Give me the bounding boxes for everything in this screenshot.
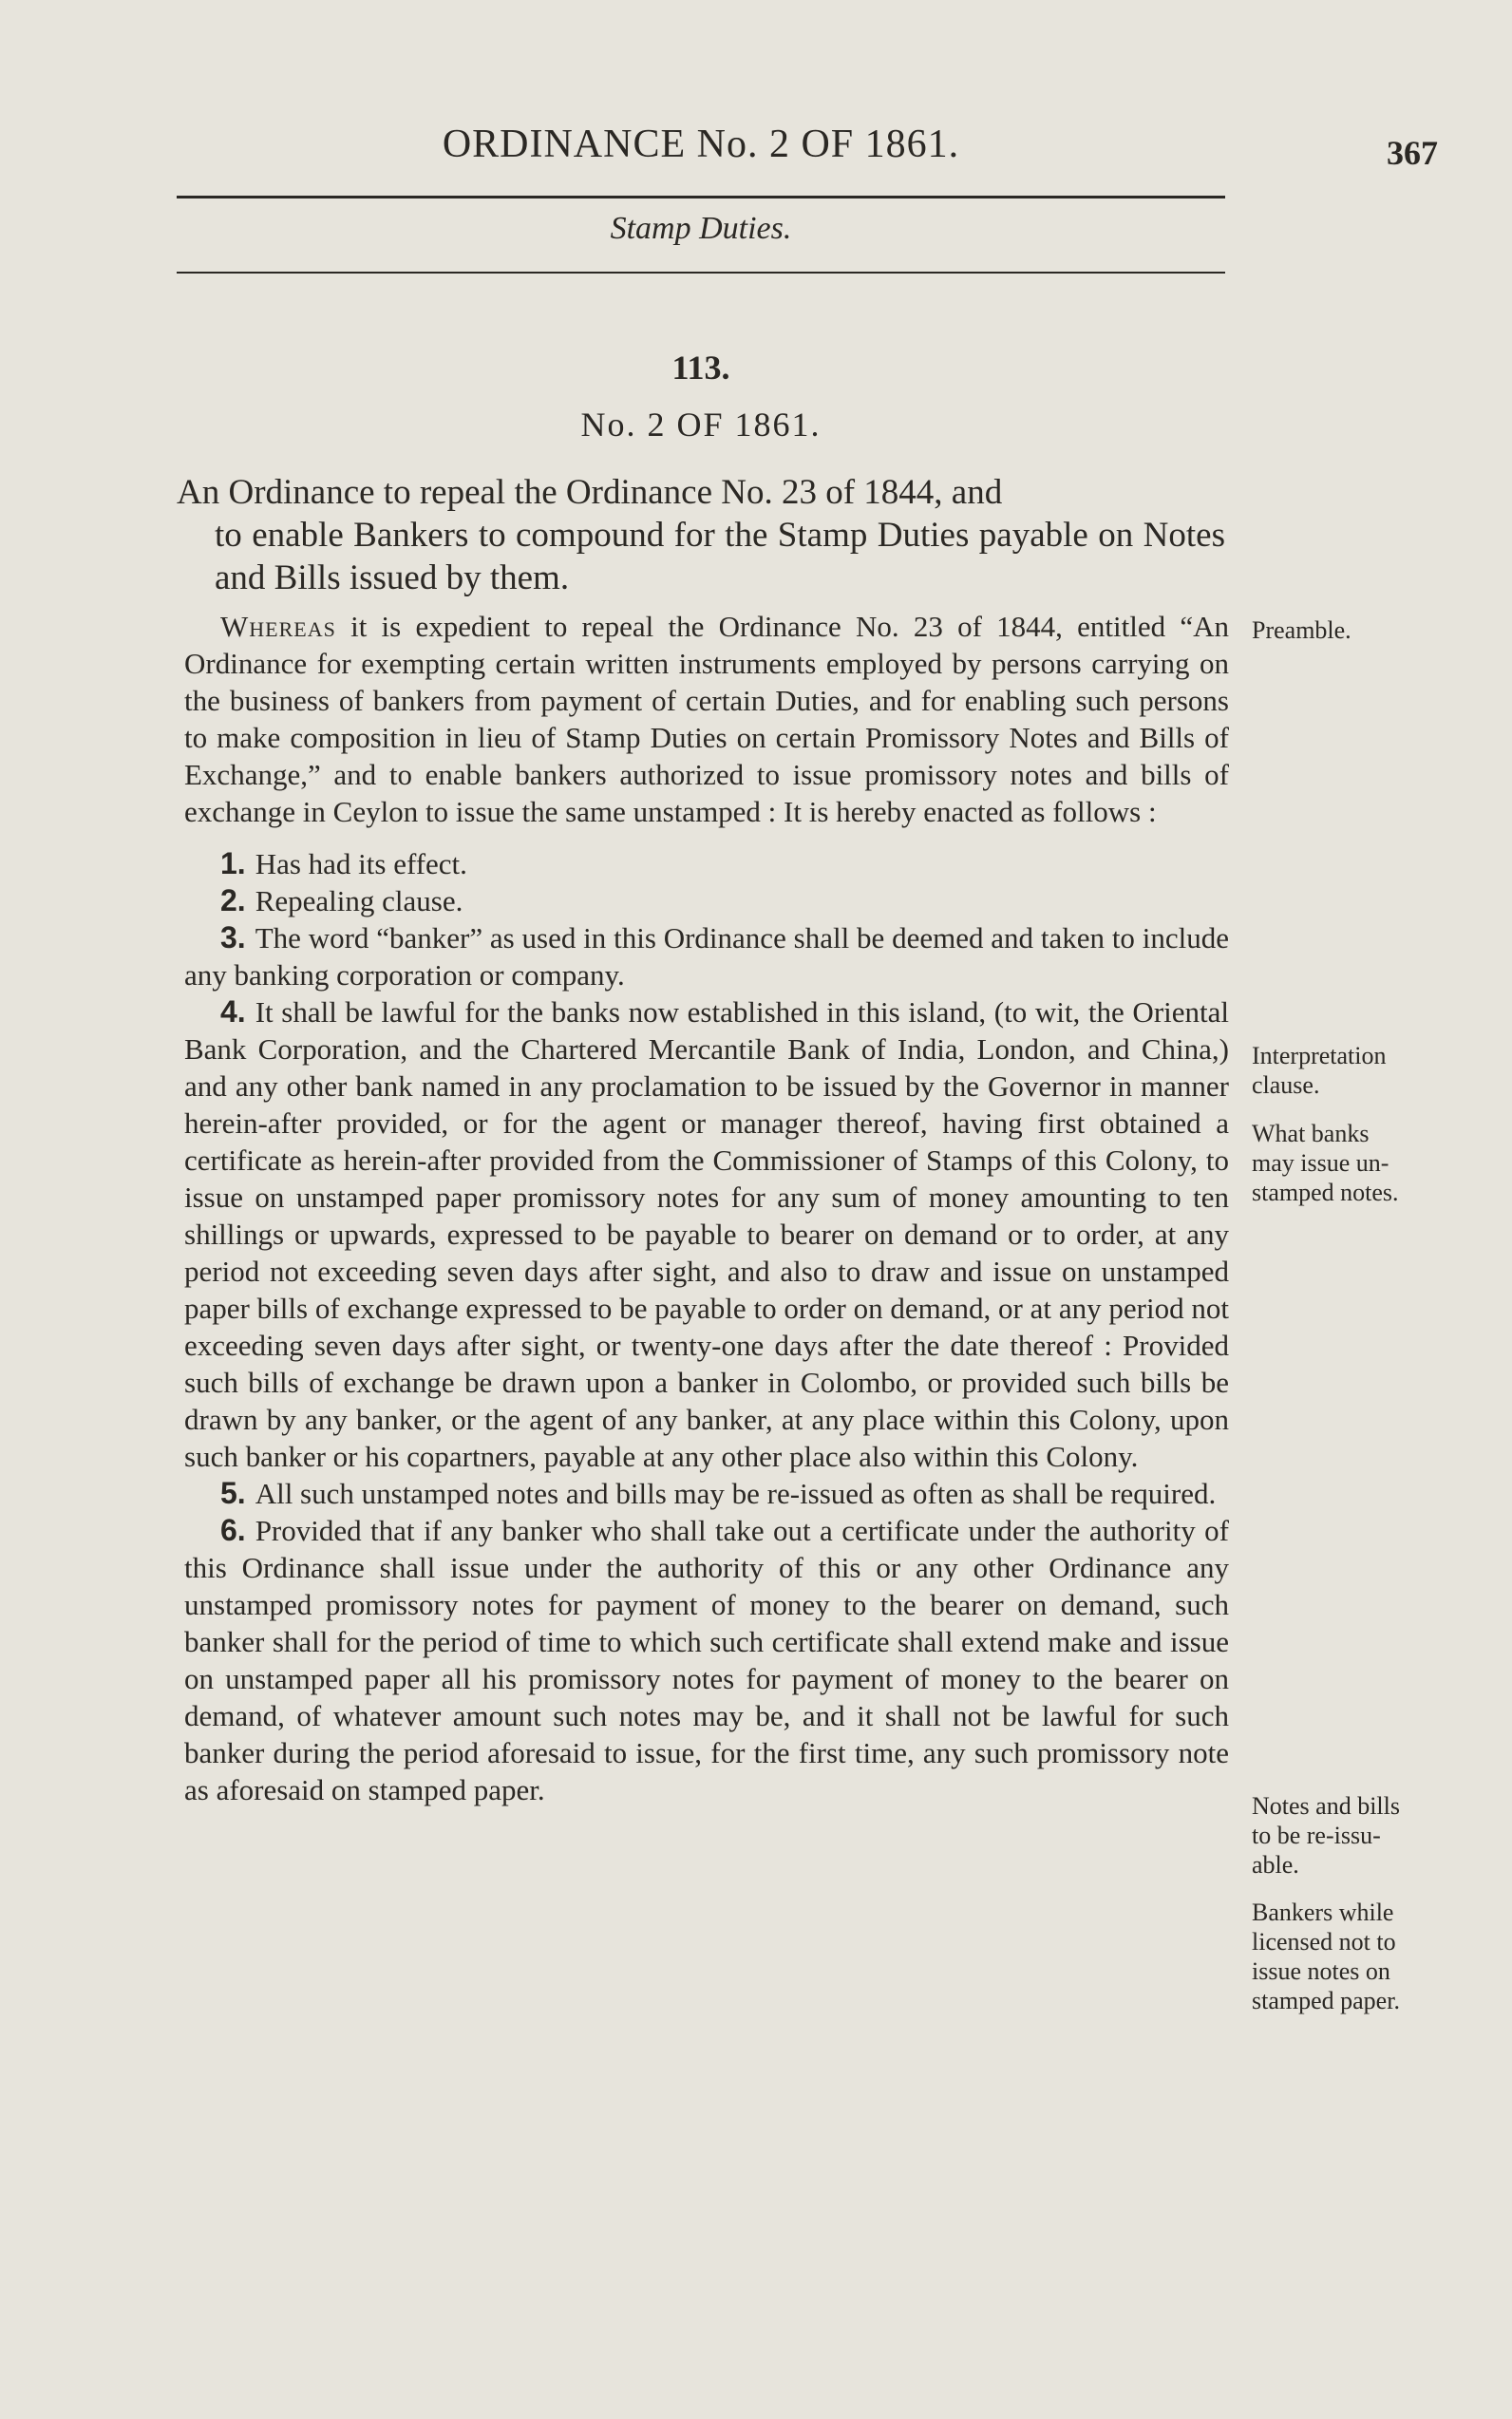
- page-number: 367: [1387, 134, 1438, 172]
- ordinance-title-rest: to enable Bankers to compound for the Stamp Duties payable on Notes and Bills issued by them.: [215, 516, 1225, 597]
- ordinance-title: [177, 471, 1225, 599]
- margin-note-line: Preamble.: [1252, 616, 1351, 644]
- running-title: ORDINANCE No. 2 OF 1861.: [442, 123, 960, 166]
- clause-number: 1.: [220, 846, 246, 880]
- clause-number: 6.: [220, 1513, 246, 1547]
- margin-notes: [1252, 0, 1508, 2419]
- margin-note-line: able.: [1252, 1851, 1299, 1879]
- clause-3: [184, 919, 1229, 993]
- ordinance-number: 113.: [671, 349, 730, 387]
- ordinance-designation: No. 2 OF 1861.: [580, 406, 822, 444]
- margin-note-line: may issue un-: [1252, 1149, 1389, 1177]
- clause-2: [184, 882, 1229, 919]
- clause-number: 4.: [220, 994, 246, 1029]
- preamble-text: it is expedient to repeal the Ordinance No. 23 of 1844, entitled “An Ordinance for exempting certain written instruments employed by persons carrying on the business of bankers from payment of certain Duties, and for enabling such persons to make composition in lieu of Stamp Duties on certain Promissory Notes and Bills of Exchange,” and to enable bankers authorized to issue promissory notes and bills of exchange in Ceylon to issue the same unstamped : It is hereby enacted as follows :: [184, 610, 1229, 828]
- margin-note-line: licensed not to: [1252, 1928, 1396, 1956]
- margin-note-line: Notes and bills: [1252, 1792, 1400, 1820]
- margin-note-bankers-licensed: [1252, 1898, 1504, 2015]
- clause-number: 3.: [220, 920, 246, 954]
- margin-note-line: stamped paper.: [1252, 1987, 1400, 2014]
- margin-note-what-banks: [1252, 1119, 1504, 1207]
- margin-note-line: Bankers while: [1252, 1899, 1394, 1926]
- clause-4: [184, 993, 1229, 1475]
- clause-text: All such unstamped notes and bills may be re-issued as often as shall be required.: [255, 1477, 1217, 1510]
- margin-note-interpretation: [1252, 1041, 1504, 1100]
- clause-text: Has had its effect.: [255, 847, 467, 880]
- clause-number: 5.: [220, 1476, 246, 1510]
- clause-6: [184, 1512, 1229, 1808]
- section-heading: Stamp Duties.: [610, 211, 792, 246]
- margin-note-line: What banks: [1252, 1120, 1370, 1147]
- margin-note-preamble: [1252, 615, 1504, 645]
- clause-text: Provided that if any banker who shall take out a certificate under the authority of this Ordinance shall issue under the authority of this or any other Ordinance any unstamped promissory notes for payment of money to the bearer on demand, such banker shall for the period of time to which such certificate shall extend make and issue on unstamped paper all his promissory notes for payment of money to the bearer on demand, of whatever amount such notes may be, and it shall not be lawful for such banker during the period aforesaid to issue, for the first time, any such promissory note as aforesaid on stamped paper.: [184, 1514, 1229, 1806]
- margin-note-line: to be re-issu-: [1252, 1822, 1381, 1849]
- preamble-lead: Whereas: [220, 610, 336, 643]
- header-rule-top: [177, 196, 1225, 198]
- preamble-paragraph: [184, 608, 1229, 830]
- ordinance-body: [184, 608, 1229, 1808]
- margin-note-line: clause.: [1252, 1071, 1320, 1099]
- ordinance-title-line-1: An Ordinance to repeal the Ordinance No. 23 of 1844, and: [177, 473, 1003, 512]
- clause-1: [184, 845, 1229, 882]
- clause-5: [184, 1475, 1229, 1512]
- clause-text: Repealing clause.: [255, 884, 463, 917]
- header-rule-bottom: [177, 272, 1225, 274]
- clause-text: The word “banker” as used in this Ordinance shall be deemed and taken to include any banking corporation or company.: [184, 921, 1229, 992]
- margin-note-line: issue notes on: [1252, 1957, 1390, 1985]
- margin-note-line: Interpretation: [1252, 1042, 1387, 1069]
- margin-note-line: stamped notes.: [1252, 1179, 1399, 1206]
- clause-number: 2.: [220, 883, 246, 917]
- clause-text: It shall be lawful for the banks now established in this island, (to wit, the Oriental Bank Corporation, and the Chartered Mercantile Bank of India, London, and China,) and any other bank named in any proclamation to be issued by the Governor in manner herein-after provided, or for the agent or manager thereof, having first obtained a certificate as herein-after provided from the Commissioner of Stamps of this Colony, to issue on unstamped paper promissory notes for any sum of money amounting to ten shillings or upwards, expressed to be payable to bearer on demand or to order, at any period not exceeding seven days after sight, and also to draw and issue on unstamped paper bills of exchange expressed to be payable to order on demand, or at any period not exceeding seven days after sight, or twenty-one days after the date thereof : Provided such bills of exchange be drawn upon a banker in Colombo, or provided such bills be drawn by any banker, or the agent of any banker, at any place within this Colony, upon such banker or his copartners, payable at any other place also within this Colony.: [184, 995, 1229, 1473]
- margin-note-reissue: [1252, 1791, 1504, 1880]
